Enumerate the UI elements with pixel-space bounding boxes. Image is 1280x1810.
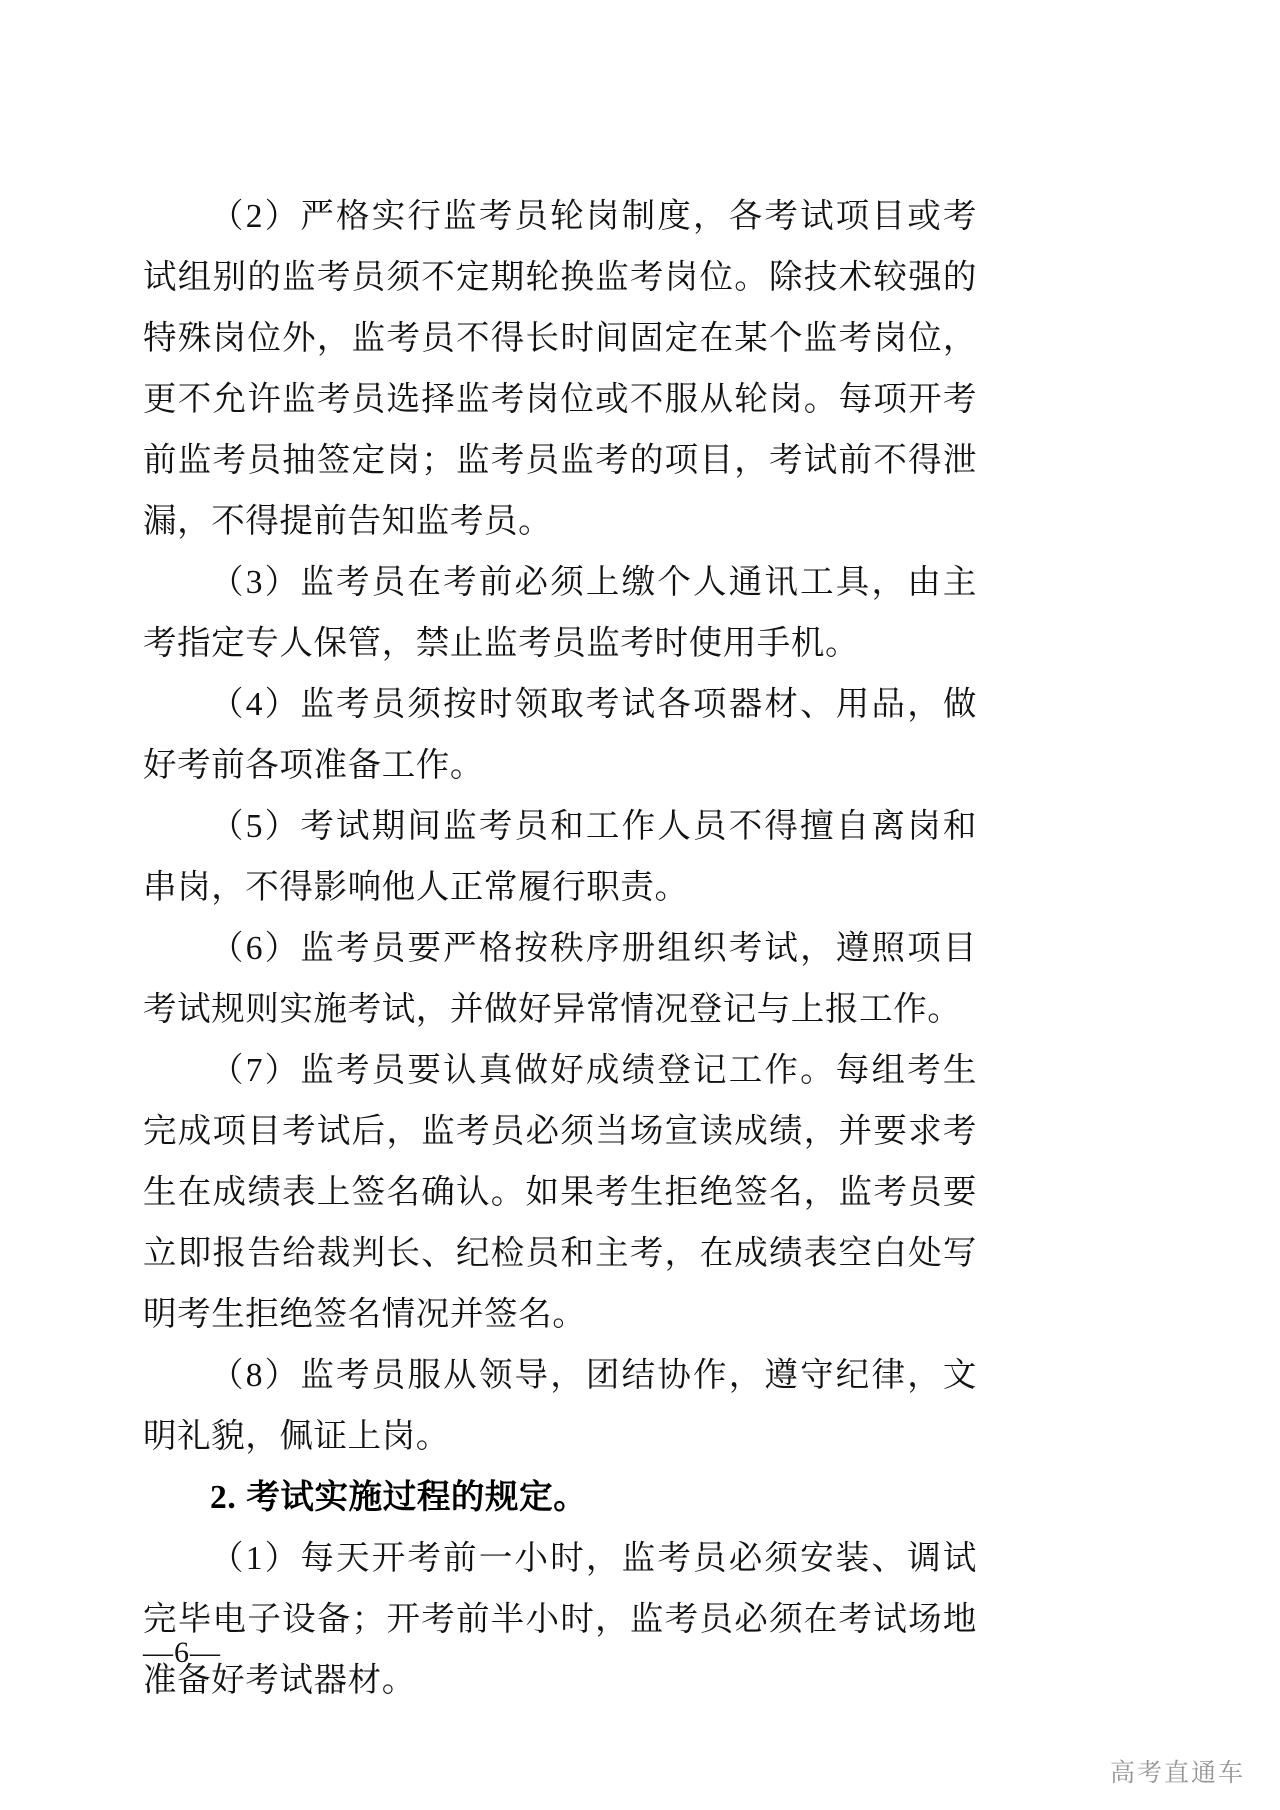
watermark-label: 高考直通车 [1109,1759,1245,1787]
section-heading-2 [143,1467,977,1528]
paragraph-item-5: （5）考试期间监考员和工作人员不得擅自离岗和串岗，不得影响他人正常履行职责。 [143,808,977,906]
section-heading-number: 2. [210,1479,237,1516]
paragraph-item-3: （3）监考员在考前必须上缴个人通讯工具，由主考指定专人保管，禁止监考员监考时使用手机。 [143,564,977,662]
paragraph-item-8: （8）监考员服从领导，团结协作，遵守纪律，文明礼貌，佩证上岗。 [143,1357,977,1455]
page-number: —6— [143,1636,221,1669]
paragraph-item-6: （6）监考员要严格按秩序册组织考试，遵照项目考试规则实施考试，并做好异常情况登记与上报工作。 [143,930,977,1028]
paragraph-item-7: （7）监考员要认真做好成绩登记工作。每组考生完成项目考试后，监考员必须当场宣读成绩，并要求考生在成绩表上签名确认。如果考生拒绝签名，监考员要立即报告给裁判长、纪检员和主考，在成绩表空白处写明考生拒绝签名情况并签名。 [143,1052,977,1333]
section-heading-text: 考试实施过程的规定。 [246,1479,588,1516]
paragraph-section2-item-1: （1）每天开考前一小时，监考员必须安装、调试完毕电子设备；开考前半小时，监考员必须在考试场地准备好考试器材。 [143,1540,977,1699]
document-body [143,186,977,1711]
paragraph-item-4: （4）监考员须按时领取考试各项器材、用品，做好考前各项准备工作。 [143,686,977,784]
paragraph-item-2: （2）严格实行监考员轮岗制度，各考试项目或考试组别的监考员须不定期轮换监考岗位。除技术较强的特殊岗位外，监考员不得长时间固定在某个监考岗位，更不允许监考员选择监考岗位或不服从轮岗。每项开考前监考员抽签定岗；监考员监考的项目，考试前不得泄漏，不得提前告知监考员。 [143,198,977,540]
